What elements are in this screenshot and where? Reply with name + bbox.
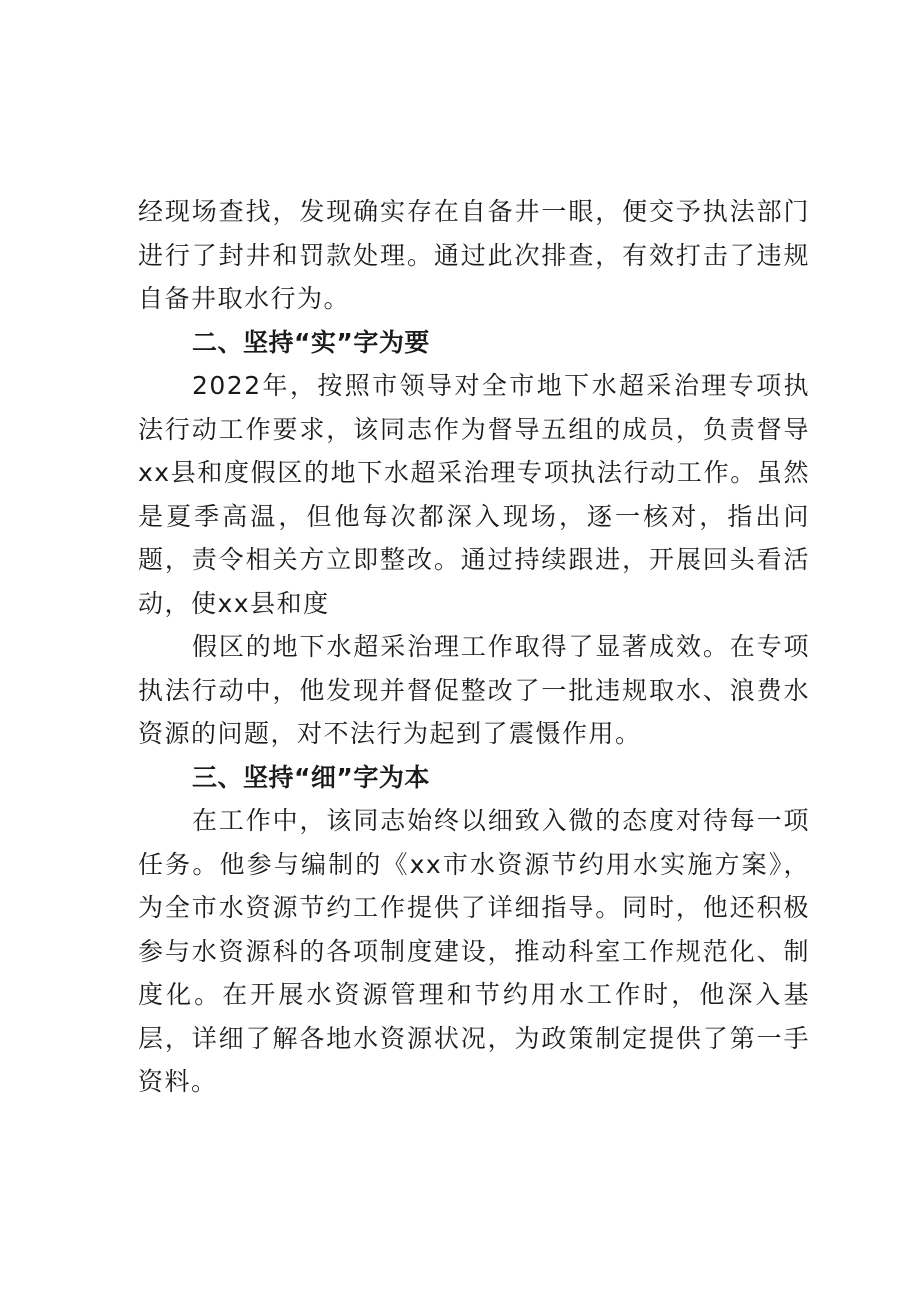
- paragraph-detailed-work: 在工作中，该同志始终以细致入微的态度对待每一项任务。他参与编制的《xx市水资源节约用水实施方案》，为全市水资源节约工作提供了详细指导。同时，他还积极参与水资源科的各项制度建设，推动科室工作规范化、制度化。在开展水资源管理和节约用水工作时，他深入基层，详细了解各地水资源状况，为政策制定提供了第一手资料。: [138, 806, 810, 1096]
- paragraph-supervision-2022: 2022年，按照市领导对全市地下水超采治理专项执法行动工作要求，该同志作为督导五组的成员，负责督导xx县和度假区的地下水超采治理专项执法行动工作。虽然是夏季高温，但他每次都深入现场，逐一核对，指出问题，责令相关方立即整改。通过持续跟进，开展回头看活动，使xx县和度: [138, 371, 810, 618]
- document-body: [138, 190, 810, 1104]
- paragraph-resort-results: 假区的地下水超采治理工作取得了显著成效。在专项执法行动中，他发现并督促整改了一批违规取水、浪费水资源的问题，对不法行为起到了震慑作用。: [138, 632, 810, 748]
- section-heading-xi: 三、坚持“细”字为本: [192, 762, 430, 792]
- section-heading-shi: 二、坚持“实”字为要: [192, 327, 430, 357]
- paragraph-evidence-finding: 经现场查找，发现确实存在自备井一眼，便交予执法部门进行了封井和罚款处理。通过此次排查，有效打击了违规自备井取水行为。: [138, 197, 810, 313]
